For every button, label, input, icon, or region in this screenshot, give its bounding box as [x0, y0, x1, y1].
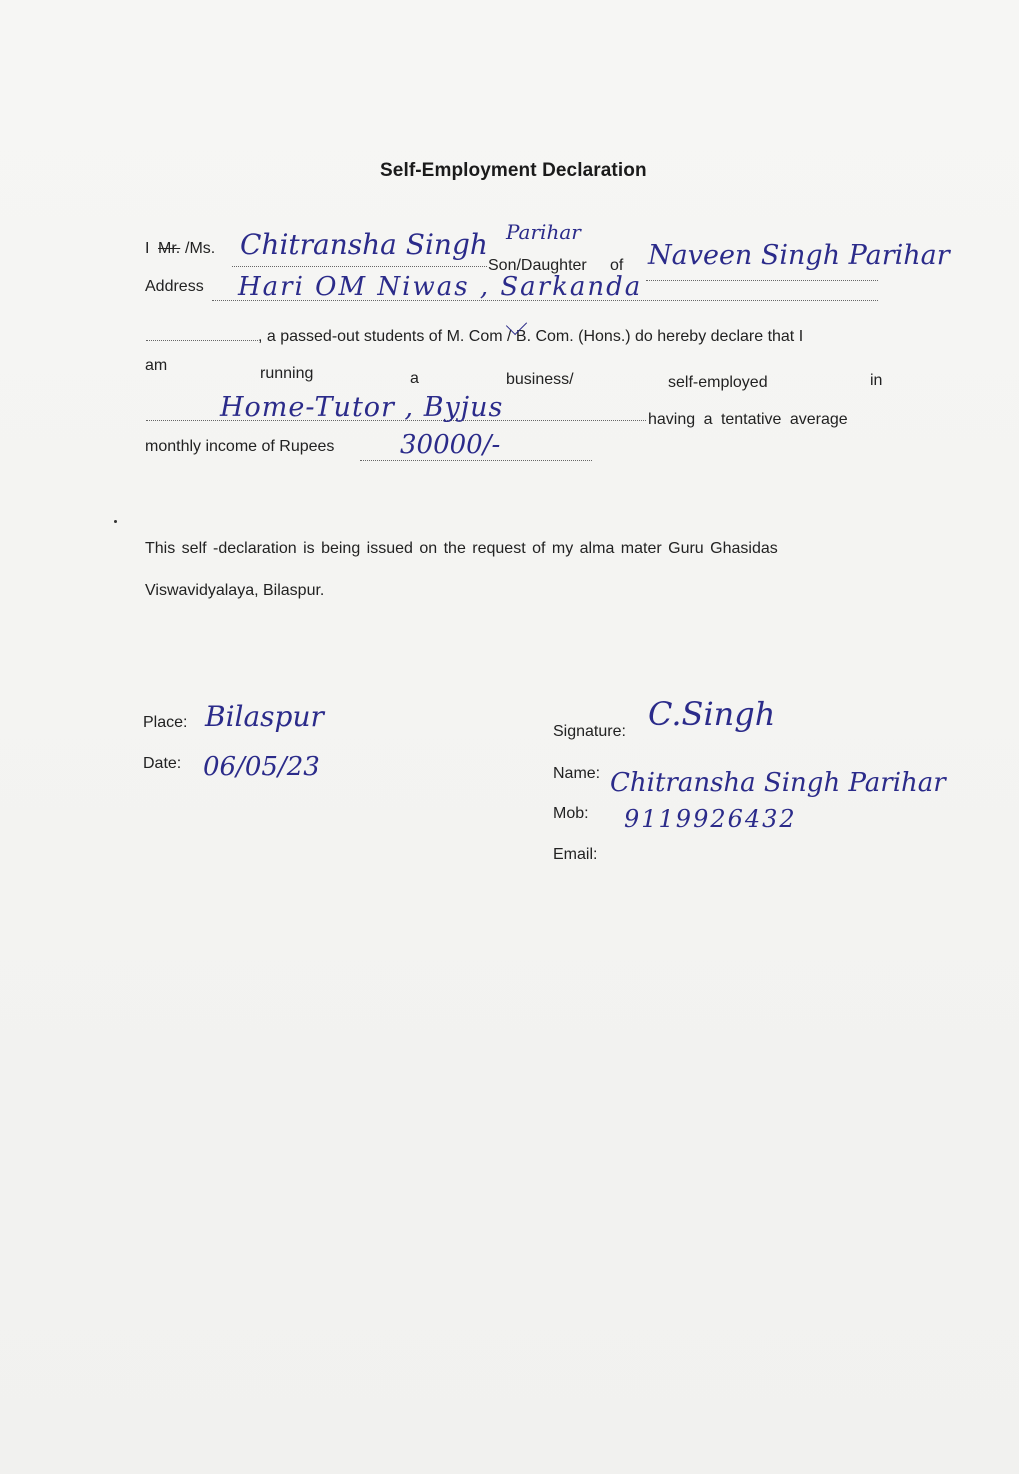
signature-handwritten: C.Singh: [648, 695, 776, 733]
mobile-handwritten: 9119926432: [624, 805, 797, 833]
prefix-ms: /Ms.: [185, 240, 216, 257]
email-label: Email:: [553, 846, 598, 863]
prefix-i: I: [145, 240, 150, 257]
income-handwritten: 30000/-: [400, 430, 501, 460]
relation-label: Son/Daughter: [488, 257, 587, 274]
applicant-name-handwritten: Chitransha Singh: [240, 228, 488, 261]
signature-label: Signature:: [553, 723, 626, 740]
issuance-line-1: This self -declaration is being issued on the request of my alma mater Guru Ghasidas: [145, 540, 778, 557]
address-cont-dotline: [146, 340, 258, 341]
income-dotline: [360, 460, 592, 461]
monthly-income-label: monthly income of Rupees: [145, 438, 335, 455]
address-label: Address: [145, 278, 204, 295]
word-business: business/: [506, 371, 574, 388]
issuance-line-2: Viswavidyalaya, Bilaspur.: [145, 582, 325, 599]
word-a: a: [410, 370, 419, 387]
prefix-mr-struck: Mr.: [158, 240, 181, 257]
business-handwritten: Home-Tutor , Byjus: [220, 392, 504, 423]
mob-label: Mob:: [553, 805, 589, 822]
parent-dotline: [646, 280, 878, 281]
word-running: running: [260, 365, 314, 382]
word-self-employed: self-employed: [668, 374, 768, 391]
address-handwritten: Hari OM Niwas , Sarkanda: [238, 272, 643, 302]
name-dotline: [232, 266, 487, 267]
document-title: Self-Employment Declaration: [380, 160, 647, 181]
stray-mark: [114, 520, 117, 523]
word-am: am: [145, 357, 168, 374]
place-handwritten: Bilaspur: [205, 700, 324, 733]
passed-out-statement: , a passed-out students of M. Com / B. Com. (Hons.) do hereby declare that I: [258, 328, 804, 345]
name-label: Name:: [553, 765, 601, 782]
parent-name-handwritten: Naveen Singh Parihar: [648, 240, 950, 271]
applicant-surname-handwritten: Parihar: [506, 220, 581, 244]
date-handwritten: 06/05/23: [203, 752, 320, 782]
word-in: in: [870, 372, 883, 389]
date-label: Date:: [143, 755, 182, 772]
of-label: of: [610, 257, 624, 274]
name-handwritten: Chitransha Singh Parihar: [610, 768, 946, 798]
place-label: Place:: [143, 714, 188, 731]
tentative-average-text: having a tentative average: [648, 411, 848, 428]
